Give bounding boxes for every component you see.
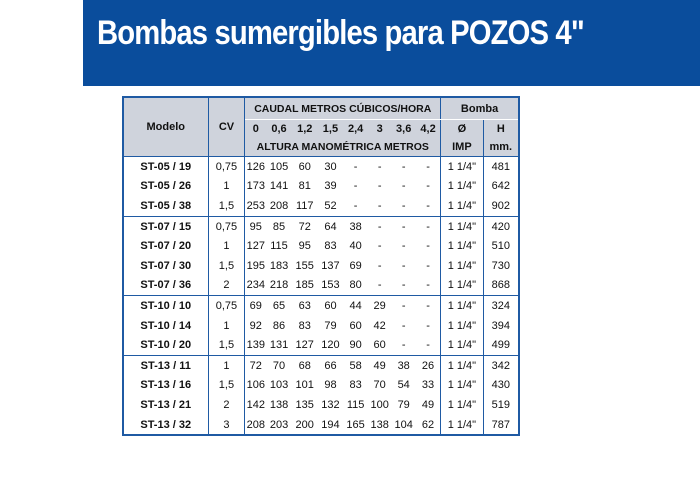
table-body [123,157,519,436]
height-cell: 155 [292,256,318,276]
height-cell: 81 [292,177,318,197]
height-cell: - [416,256,441,276]
table-header [123,97,519,157]
height-cell: 58 [343,355,368,375]
flow-header: 2,4 [343,120,368,139]
cv-cell: 1,5 [208,335,245,355]
cv-cell: 1 [208,236,245,256]
height-cell: 33 [416,376,441,396]
height-cell: - [391,177,416,197]
height-cell: 60 [292,157,318,177]
height-cell: - [416,177,441,197]
height-cell: - [368,177,391,197]
pump-spec-table [122,96,520,436]
model-cell: ST-05 / 19 [123,157,208,177]
col-imp-header-label: IMP [441,138,484,157]
height-cell: - [416,157,441,177]
height-cell: 80 [343,276,368,296]
height-cell: 115 [343,395,368,415]
height-cell: 26 [416,355,441,375]
cv-cell: 3 [208,415,245,436]
cv-cell: 1 [208,177,245,197]
cv-cell: 2 [208,276,245,296]
imp-cell: 1 1/4" [441,355,484,375]
height-cell: 72 [292,216,318,236]
height-cell: 165 [343,415,368,436]
flow-group-header: CAUDAL METROS CÚBICOS/HORA [245,97,441,120]
height-cell: 86 [266,316,292,336]
model-cell: ST-05 / 38 [123,196,208,216]
imp-cell: 1 1/4" [441,415,484,436]
height-cell: 120 [318,335,344,355]
cv-cell: 1,5 [208,196,245,216]
h-cell: 481 [483,157,519,177]
table-row [123,157,519,177]
height-cell: 139 [245,335,266,355]
model-cell: ST-07 / 15 [123,216,208,236]
table-row [123,177,519,197]
height-cell: 85 [266,216,292,236]
table-row [123,256,519,276]
height-cell: - [416,276,441,296]
cv-cell: 0,75 [208,296,245,316]
imp-cell: 1 1/4" [441,395,484,415]
height-cell: - [391,296,416,316]
h-cell: 342 [483,355,519,375]
pump-group-header: Bomba [441,97,519,120]
height-cell: 70 [266,355,292,375]
height-cell: 138 [368,415,391,436]
height-cell: 54 [391,376,416,396]
height-cell: 95 [245,216,266,236]
cv-cell: 1,5 [208,376,245,396]
height-cell: 103 [266,376,292,396]
height-cell: - [343,157,368,177]
height-cell: 60 [368,335,391,355]
height-cell: 60 [318,296,344,316]
height-cell: 29 [368,296,391,316]
height-cell: 49 [416,395,441,415]
height-cell: 72 [245,355,266,375]
table-row [123,355,519,375]
model-cell: ST-13 / 11 [123,355,208,375]
height-cell: 63 [292,296,318,316]
height-cell: 138 [266,395,292,415]
height-cell: - [343,196,368,216]
height-cell: - [368,216,391,236]
imp-cell: 1 1/4" [441,316,484,336]
model-cell: ST-10 / 20 [123,335,208,355]
h-cell: 324 [483,296,519,316]
imp-cell: 1 1/4" [441,276,484,296]
model-cell: ST-10 / 14 [123,316,208,336]
cv-cell: 1 [208,355,245,375]
height-cell: - [391,196,416,216]
table-row [123,415,519,436]
h-cell: 787 [483,415,519,436]
height-cell: - [391,236,416,256]
table-row [123,236,519,256]
height-cell: - [391,256,416,276]
imp-cell: 1 1/4" [441,296,484,316]
height-cell: 69 [245,296,266,316]
table-row [123,276,519,296]
col-imp-header-symbol: Ø [441,120,484,139]
height-cell: 62 [416,415,441,436]
table-row [123,196,519,216]
imp-cell: 1 1/4" [441,256,484,276]
table-row [123,216,519,236]
height-cell: 92 [245,316,266,336]
height-cell: 208 [266,196,292,216]
height-cell: 253 [245,196,266,216]
h-cell: 902 [483,196,519,216]
flow-header: 1,5 [318,120,344,139]
height-cell: 69 [343,256,368,276]
flow-header: 0,6 [266,120,292,139]
table-row [123,296,519,316]
h-cell: 730 [483,256,519,276]
table-row [123,376,519,396]
model-cell: ST-13 / 21 [123,395,208,415]
height-cell: 60 [343,316,368,336]
height-cell: 98 [318,376,344,396]
height-cell: - [368,236,391,256]
cv-cell: 1 [208,316,245,336]
model-cell: ST-10 / 10 [123,296,208,316]
flow-header: 1,2 [292,120,318,139]
height-cell: 30 [318,157,344,177]
height-cell: - [391,276,416,296]
imp-cell: 1 1/4" [441,376,484,396]
height-cell: - [368,276,391,296]
height-cell: 153 [318,276,344,296]
col-h-header: H [483,120,519,139]
height-cell: 195 [245,256,266,276]
height-cell: - [343,177,368,197]
height-cell: - [416,296,441,316]
height-cell: - [368,256,391,276]
h-cell: 499 [483,335,519,355]
height-cell: 90 [343,335,368,355]
height-cell: 117 [292,196,318,216]
h-cell: 420 [483,216,519,236]
height-cell: - [416,196,441,216]
height-cell: 106 [245,376,266,396]
height-cell: 126 [245,157,266,177]
height-cell: 40 [343,236,368,256]
height-cell: 68 [292,355,318,375]
height-cell: 39 [318,177,344,197]
imp-cell: 1 1/4" [441,335,484,355]
height-cell: - [368,157,391,177]
model-cell: ST-07 / 36 [123,276,208,296]
imp-cell: 1 1/4" [441,157,484,177]
height-cell: 173 [245,177,266,197]
h-cell: 519 [483,395,519,415]
page-title: Bombas sumergibles para POZOS 4" [97,14,584,52]
height-cell: 70 [368,376,391,396]
height-cell: 38 [391,355,416,375]
flow-header: 0 [245,120,266,139]
height-cell: 83 [343,376,368,396]
h-cell: 394 [483,316,519,336]
height-cell: - [416,236,441,256]
height-cell: 83 [318,236,344,256]
height-cell: - [368,196,391,216]
cv-cell: 1,5 [208,256,245,276]
height-cell: - [391,216,416,236]
height-cell: - [416,216,441,236]
flow-header: 3,6 [391,120,416,139]
title-banner [83,0,700,86]
height-cell: 142 [245,395,266,415]
height-cell: 64 [318,216,344,236]
height-subheader: ALTURA MANOMÉTRICA METROS [245,138,441,157]
model-cell: ST-13 / 32 [123,415,208,436]
h-cell: 430 [483,376,519,396]
height-cell: 132 [318,395,344,415]
height-cell: 200 [292,415,318,436]
height-cell: 104 [391,415,416,436]
height-cell: - [391,157,416,177]
cv-cell: 0,75 [208,216,245,236]
table-row [123,395,519,415]
height-cell: 42 [368,316,391,336]
model-cell: ST-13 / 16 [123,376,208,396]
model-cell: ST-07 / 30 [123,256,208,276]
imp-cell: 1 1/4" [441,196,484,216]
h-cell: 642 [483,177,519,197]
height-cell: 49 [368,355,391,375]
height-cell: 65 [266,296,292,316]
height-cell: 234 [245,276,266,296]
height-cell: 183 [266,256,292,276]
cv-cell: 0,75 [208,157,245,177]
model-cell: ST-05 / 26 [123,177,208,197]
imp-cell: 1 1/4" [441,216,484,236]
col-h-unit: mm. [483,138,519,157]
height-cell: 137 [318,256,344,276]
flow-header: 3 [368,120,391,139]
height-cell: - [416,316,441,336]
height-cell: - [391,335,416,355]
height-cell: 83 [292,316,318,336]
height-cell: - [416,335,441,355]
h-cell: 868 [483,276,519,296]
height-cell: 127 [245,236,266,256]
height-cell: 66 [318,355,344,375]
height-cell: 203 [266,415,292,436]
height-cell: 115 [266,236,292,256]
height-cell: 52 [318,196,344,216]
height-cell: 95 [292,236,318,256]
height-cell: 44 [343,296,368,316]
height-cell: - [391,316,416,336]
height-cell: 194 [318,415,344,436]
col-model-header: Modelo [123,97,208,157]
height-cell: 79 [318,316,344,336]
height-cell: 100 [368,395,391,415]
height-cell: 135 [292,395,318,415]
height-cell: 105 [266,157,292,177]
height-cell: 38 [343,216,368,236]
h-cell: 510 [483,236,519,256]
height-cell: 131 [266,335,292,355]
col-cv-header: CV [208,97,245,157]
flow-header: 4,2 [416,120,441,139]
table-row [123,335,519,355]
height-cell: 101 [292,376,318,396]
height-cell: 185 [292,276,318,296]
cv-cell: 2 [208,395,245,415]
height-cell: 79 [391,395,416,415]
height-cell: 141 [266,177,292,197]
model-cell: ST-07 / 20 [123,236,208,256]
imp-cell: 1 1/4" [441,236,484,256]
table-row [123,316,519,336]
imp-cell: 1 1/4" [441,177,484,197]
height-cell: 127 [292,335,318,355]
height-cell: 218 [266,276,292,296]
height-cell: 208 [245,415,266,436]
